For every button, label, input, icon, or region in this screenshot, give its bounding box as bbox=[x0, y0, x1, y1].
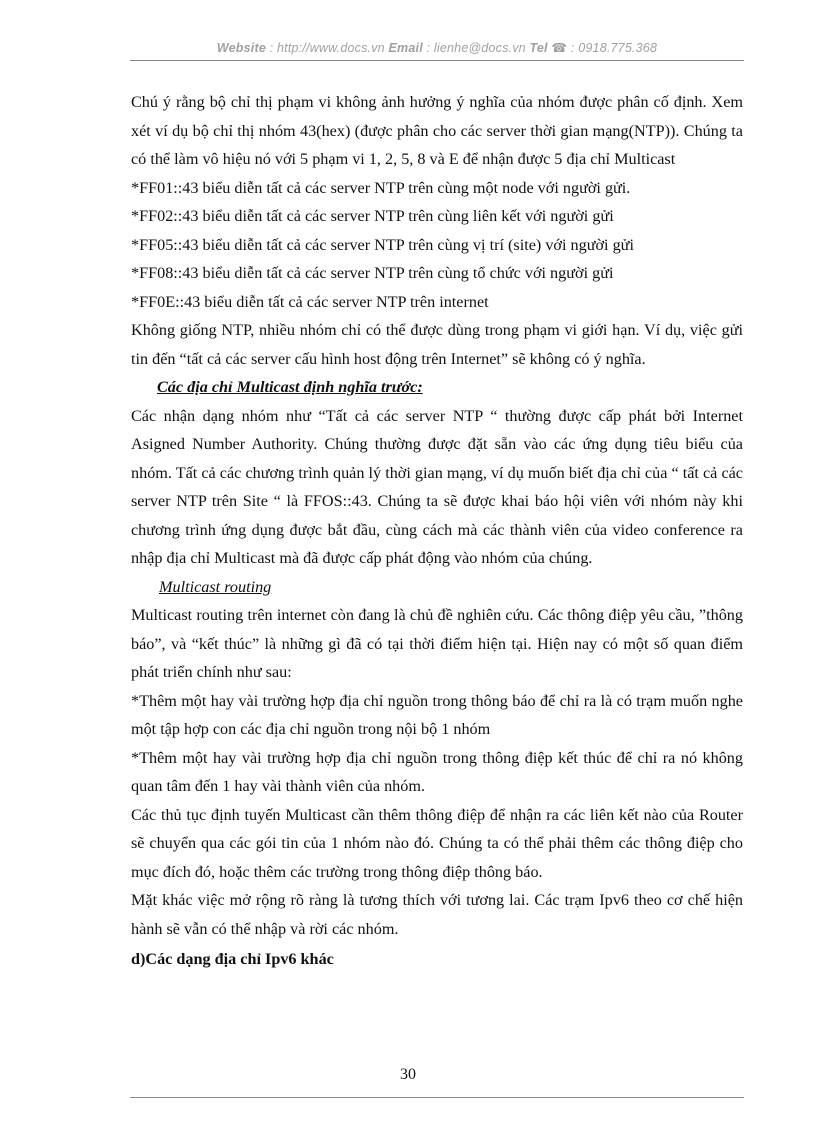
page-body bbox=[131, 88, 743, 974]
email-separator: : bbox=[422, 41, 434, 55]
email-label: Email bbox=[388, 41, 423, 55]
phone-icon: ☎ bbox=[551, 41, 568, 55]
bullet-ff05: *FF05::43 biểu diễn tất cả các server NTP trên cùng vị trí (site) với người gửi bbox=[131, 235, 634, 254]
tel-label: Tel bbox=[529, 41, 548, 55]
email-address: lienhe@docs.vn bbox=[433, 41, 526, 55]
bullet-ff01: *FF01::43 biểu diễn tất cả các server NTP trên cùng một node với người gửi. bbox=[131, 178, 631, 197]
paragraph-add-source-done: *Thêm một hay vài trường hợp địa chỉ nguồn trong thông điệp kết thúc để chỉ ra nó không quan tâm đến 1 hay vài thành viên của nhóm. bbox=[131, 748, 743, 795]
website-label: Website bbox=[216, 41, 266, 55]
heading-predefined-multicast: Các địa chỉ Multicast định nghĩa trước: bbox=[157, 378, 423, 396]
paragraph-routing-procedures: Các thủ tục định tuyến Multicast cần thêm thông điệp để nhận ra các liên kết nào của Router sẽ chuyển qua các gói tin của 1 nhóm nào đó. Chúng ta có thể phải thêm các thông điệp cho mục đích đó, hoặc thêm các trường trong thông điệp thông báo. bbox=[131, 805, 743, 881]
paragraph-routing-research: Multicast routing trên internet còn đang là chủ đề nghiên cứu. Các thông điệp yêu cầu, ”thông báo”, và “kết thúc” là những gì đã có tại thời điểm hiện tại. Hiện nay có một số quan điểm phát triển chính như sau: bbox=[131, 606, 743, 681]
bullet-ff08: *FF08::43 biểu diễn tất cả các server NTP trên cùng tổ chức với người gửi bbox=[131, 264, 614, 282]
website-separator: : bbox=[265, 41, 278, 55]
header-divider bbox=[130, 60, 744, 61]
tel-separator: : bbox=[567, 41, 579, 55]
paragraph-ntp-limits: Không giống NTP, nhiều nhóm chỉ có thể được dùng trong phạm vi giới hạn. Ví dụ, việc gửi tin đến “tất cả các server cấu hình host động trên Internet” sẽ không có ý nghĩa. bbox=[131, 321, 743, 368]
paragraph-scope-intro: Chú ý rằng bộ chỉ thị phạm vi không ảnh hưởng ý nghĩa của nhóm được phân cố định. Xem xét ví dụ bộ chỉ thị nhóm 43(hex) (được phân cho các server thời gian mạng(NTP)). Chúng ta có thể làm vô hiệu nó với 5 phạm vi 1, 2, 5, 8 và E để nhận được 5 địa chỉ Multicast bbox=[131, 93, 743, 168]
website-url: http://www.docs.vn bbox=[277, 41, 385, 55]
heading-multicast-routing: Multicast routing bbox=[159, 577, 272, 596]
bullet-ff0e: *FF0E::43 biểu diễn tất cả các server NTP trên internet bbox=[131, 292, 489, 311]
paragraph-add-source-report: *Thêm một hay vài trường hợp địa chỉ nguồn trong thông báo để chỉ ra là có trạm muốn nghe một tập hợp con các địa chỉ nguồn trong nội bộ 1 nhóm bbox=[131, 691, 743, 738]
page-number: 30 bbox=[400, 1066, 416, 1083]
paragraph-compatibility: Mặt khác việc mở rộng rõ ràng là tương thích với tương lai. Các trạm Ipv6 theo cơ chế hiện hành sẽ vẫn có thể nhập và rời các nhóm. bbox=[131, 891, 743, 938]
bullet-ff02: *FF02::43 biểu diễn tất cả các server NTP trên cùng liên kết với người gửi bbox=[131, 207, 614, 225]
heading-other-ipv6-addresses: d)Các dạng địa chỉ Ipv6 khác bbox=[131, 950, 334, 968]
tel-number: 0918.775.368 bbox=[578, 41, 658, 55]
page-header bbox=[130, 40, 744, 55]
paragraph-group-identifiers: Các nhận dạng nhóm như “Tất cả các server NTP “ thường được cấp phát bởi Internet Asigned Number Authority. Chúng thường được đặt sẵn vào các ứng dụng tiêu biểu của nhóm. Tất cả các chương trình quản lý thời gian mạng, ví dụ muốn biết địa chỉ của “ tất cả các server NTP trên Site “ là FFOS::43. Chúng ta sẽ được khai báo hội viên với nhóm này khi chương trình ứng dụng được bắt đầu, cùng cách mà các thành viên của video conference ra nhập địa chỉ Multicast mà đã được cấp phát động vào nhóm của chúng. bbox=[131, 406, 743, 567]
footer-divider bbox=[130, 1097, 744, 1098]
